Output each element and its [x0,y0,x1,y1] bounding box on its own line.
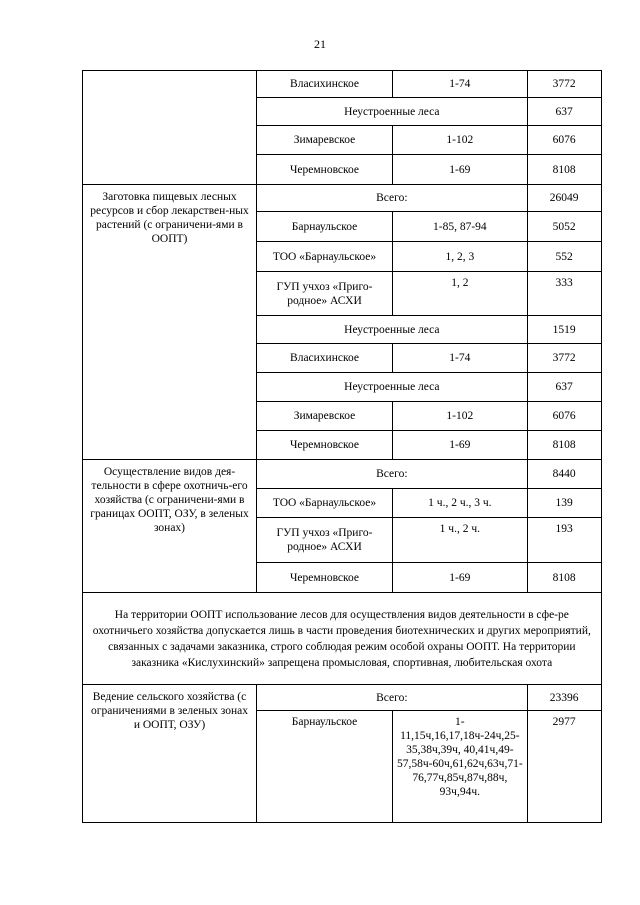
area-value: 8108 [527,431,601,460]
total-value: 23396 [527,685,601,711]
area-value: 8108 [527,563,601,593]
area-value: 5052 [527,212,601,242]
block-numbers: 1-11,15ч,16,17,18ч-24ч,25-35,38ч,39ч, 40,41ч,49-57,58ч-60ч,61,62ч,63ч,71-76,77ч,85ч,87ч,88ч, 93ч,94ч. [393,711,528,823]
block-numbers: 1, 2, 3 [393,242,528,272]
page-number: 21 [314,37,326,51]
total-value: 26049 [527,185,601,212]
activity-cell: Осуществление видов дея-тельности в сфере охотничь-его хозяйства (с ограничени-ями в границах ООПТ, ОЗУ, в зеленых зонах) [83,460,257,593]
total-label: Всего: [257,685,528,711]
forestry-name: Черемновское [257,431,393,460]
area-value: 139 [527,489,601,518]
forestry-name: Черемновское [257,563,393,593]
forestry-name: Барнаульское [257,711,393,823]
block-numbers: 1-102 [393,126,528,155]
forestry-name: ТОО «Барнаульское» [257,489,393,518]
table-row [83,460,602,489]
area-value: 3772 [527,344,601,373]
block-numbers: 1 ч., 2 ч. [393,518,528,563]
area-value: 637 [527,98,601,126]
table-row [83,593,602,685]
area-value: 3772 [527,71,601,98]
forestry-name: Неустроенные леса [257,316,528,344]
area-value: 2977 [527,711,601,823]
total-label: Всего: [257,185,528,212]
forestry-name: Власихинское [257,344,393,373]
area-value: 637 [527,373,601,402]
forestry-name: Неустроенные леса [257,373,528,402]
table-row [83,685,602,711]
block-numbers: 1-102 [393,402,528,431]
area-value: 193 [527,518,601,563]
empty-activity-cell [83,71,257,185]
area-value: 1519 [527,316,601,344]
area-value: 6076 [527,126,601,155]
area-value: 333 [527,272,601,316]
forestry-name: Власихинское [257,71,393,98]
forestry-name: ТОО «Барнаульское» [257,242,393,272]
block-numbers: 1-69 [393,431,528,460]
block-numbers: 1 ч., 2 ч., 3 ч. [393,489,528,518]
area-value: 552 [527,242,601,272]
forestry-name: Черемновское [257,155,393,185]
block-numbers: 1-85, 87-94 [393,212,528,242]
activity-cell: Заготовка пищевых лесных ресурсов и сбор лекарствен-ных растений (с ограничени-ями в ООПТ) [83,185,257,460]
forestry-name: ГУП учхоз «Приго-родное» АСХИ [257,272,393,316]
block-numbers: 1-69 [393,563,528,593]
total-label: Всего: [257,460,528,489]
forestry-name: Барнаульское [257,212,393,242]
total-value: 8440 [527,460,601,489]
block-numbers: 1, 2 [393,272,528,316]
block-numbers: 1-74 [393,344,528,373]
forestry-name: ГУП учхоз «Приго-родное» АСХИ [257,518,393,563]
table-row [83,185,602,212]
forestry-name: Зимаревское [257,402,393,431]
block-numbers: 1-74 [393,71,528,98]
forestry-name: Неустроенные леса [257,98,528,126]
forestry-name: Зимаревское [257,126,393,155]
forest-use-table [82,70,602,823]
activity-cell: Ведение сельского хозяйства (с ограничениями в зеленых зонах и ООПТ, ОЗУ) [83,685,257,823]
area-value: 6076 [527,402,601,431]
note-text: На территории ООПТ использование лесов для осуществления видов деятельности в сфе-ре охотничьего хозяйства допускается лишь в части проведения биотехнических и других мероприятий, связанных с задачами заказника, строго соблюдая режим особой охраны ООПТ. На территории заказника «Кислухинский» запрещена промысловая, спортивная, любительская охота [83,593,602,685]
block-numbers: 1-69 [393,155,528,185]
area-value: 8108 [527,155,601,185]
table-row [83,71,602,98]
